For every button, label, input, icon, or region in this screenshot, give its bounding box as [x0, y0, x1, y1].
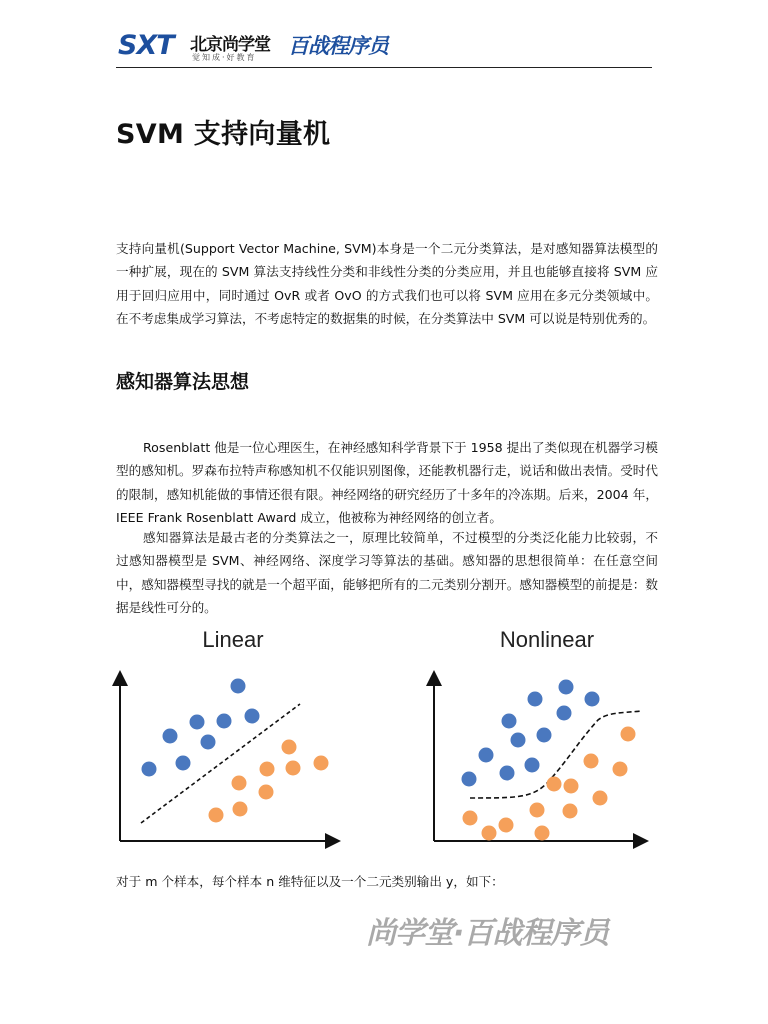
- nonlinear-orange-point: [530, 803, 545, 818]
- nonlinear-blue-point: [559, 680, 574, 695]
- linear-blue-points: [142, 679, 260, 777]
- linear-orange-point: [282, 740, 297, 755]
- perceptron-paragraph: 感知器算法是最古老的分类算法之一，原理比较简单，不过模型的分类泛化能力比较弱，不过感知器模型是 SVM、神经网络、深度学习等算法的基础。感知器的思想很简单：在任意空间中，感知器模型寻找的就是一个超平面，能够把所有的二元类别分割开。感知器模型的前提是：数据是线性可分的。: [116, 530, 658, 616]
- linear-blue-point: [217, 714, 232, 729]
- sxt-logo: SXT: [118, 30, 174, 61]
- nonlinear-orange-point: [564, 779, 579, 794]
- nonlinear-orange-point: [547, 777, 562, 792]
- nonlinear-blue-point: [502, 714, 517, 729]
- footer-watermark-logo: 尚学堂·百战程序员: [366, 916, 609, 951]
- nonlinear-orange-point: [535, 826, 550, 841]
- nonlinear-blue-point: [585, 692, 600, 707]
- nonlinear-orange-point: [463, 811, 478, 826]
- linear-blue-point: [142, 762, 157, 777]
- page-header: [116, 26, 652, 68]
- linear-orange-point: [233, 802, 248, 817]
- nonlinear-blue-point: [537, 728, 552, 743]
- school-name-logo: 北京尚学堂: [190, 35, 270, 55]
- linear-title: Linear: [202, 627, 264, 652]
- linear-blue-point: [176, 756, 191, 771]
- figure-followup-text: 对于 m 个样本，每个样本 n 维特征以及一个二元类别输出 y，如下：: [116, 874, 504, 889]
- school-slogan: 觉知成·好教育: [192, 53, 257, 62]
- linear-orange-point: [232, 776, 247, 791]
- linear-blue-point: [201, 735, 216, 750]
- nonlinear-orange-point: [613, 762, 628, 777]
- linear-blue-point: [163, 729, 178, 744]
- header-divider: [116, 67, 652, 68]
- nonlinear-blue-point: [479, 748, 494, 763]
- nonlinear-blue-point: [500, 766, 515, 781]
- nonlinear-orange-point: [593, 791, 608, 806]
- page-title: SVM 支持向量机: [116, 119, 331, 150]
- nonlinear-orange-point: [621, 727, 636, 742]
- nonlinear-blue-point: [462, 772, 477, 787]
- nonlinear-blue-point: [528, 692, 543, 707]
- linear-blue-point: [190, 715, 205, 730]
- linear-orange-points: [209, 740, 329, 823]
- linear-orange-point: [259, 785, 274, 800]
- nonlinear-orange-point: [499, 818, 514, 833]
- nonlinear-blue-points: [462, 680, 600, 787]
- nonlinear-orange-point: [584, 754, 599, 769]
- section-heading: 感知器算法思想: [116, 371, 250, 393]
- intro-paragraph: 支持向量机(Support Vector Machine, SVM)本身是一个二元分类算法，是对感知器算法模型的一种扩展，现在的 SVM 算法支持线性分类和非线性分类的分类应用，并且也能够直接将 SVM 应用于回归应用中，同时通过 OvR 或者 OvO 的方式我们也可以将 SVM 应用在多元分类领域中。在不考虑集成学习算法，不考虑特定的数据集的时候，在分类算法中 SVM 可以说是特别优秀的。: [116, 241, 658, 327]
- nonlinear-title: Nonlinear: [499, 627, 595, 652]
- linear-vs-nonlinear-figure: [108, 622, 653, 867]
- linear-blue-point: [231, 679, 246, 694]
- nonlinear-orange-points: [463, 727, 636, 841]
- linear-blue-point: [245, 709, 260, 724]
- nonlinear-blue-point: [525, 758, 540, 773]
- rosenblatt-paragraph: Rosenblatt 他是一位心理医生，在神经感知科学背景下于 1958 提出了类似现在机器学习模型的感知机。罗森布拉特声称感知机不仅能识别图像，还能教机器行走，说话和做出表情。受时代的限制，感知机能做的事情还很有限。神经网络的研究经历了十多年的冷冻期。后来，2004 年，IEEE Frank Rosenblatt Award 成立，他被称为神经网络的创立者。: [116, 440, 658, 526]
- nonlinear-blue-point: [511, 733, 526, 748]
- linear-orange-point: [209, 808, 224, 823]
- baizhan-logo: 百战程序员: [288, 34, 388, 58]
- nonlinear-orange-point: [482, 826, 497, 841]
- linear-orange-point: [286, 761, 301, 776]
- nonlinear-orange-point: [563, 804, 578, 819]
- nonlinear-blue-point: [557, 706, 572, 721]
- linear-orange-point: [314, 756, 329, 771]
- linear-orange-point: [260, 762, 275, 777]
